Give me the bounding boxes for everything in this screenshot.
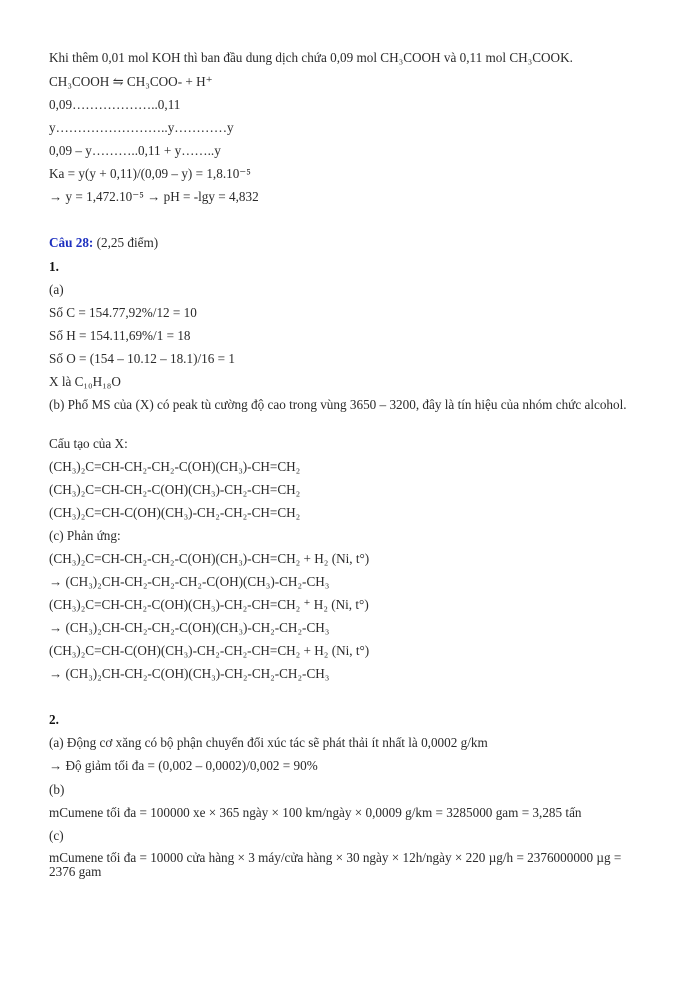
text-line: Số O = (154 – 10.12 – 18.1)/16 = 1 <box>49 351 235 366</box>
reaction-line: (CH₃)₂C=CH-CH₂-CH₂-C(OH)(CH₃)-CH=CH₂ + H₂ (Ni, t°) <box>49 551 370 566</box>
text-line: (b) <box>49 782 65 797</box>
text-line: Số C = 154.77,92%/12 = 10 <box>49 305 197 320</box>
equilibrium-equation: CH₃COOH ⇋ CH₃COO- + H⁺ <box>49 74 213 89</box>
question-points: (2,25 điểm) <box>93 235 159 250</box>
section-number: 2. <box>49 712 59 727</box>
text-line: (c) <box>49 828 64 843</box>
question-heading <box>49 235 158 250</box>
reaction-line: (CH₃)₂C=CH-C(OH)(CH₃)-CH₂-CH₂-CH=CH₂ + H₂ (Ni, t°) <box>49 643 370 658</box>
text-line: Khi thêm 0,01 mol KOH thì ban đầu dung dịch chứa 0,09 mol CH₃COOH và 0,11 mol CH₃COOK. <box>49 50 573 65</box>
ph-result: → y = 1,472.10⁻⁵ → pH = -lgy = 4,832 <box>49 189 259 204</box>
text-line: 0,09 – y………..0,11 + y……..y <box>49 143 221 158</box>
text-line: 0,09………………..0,11 <box>49 97 181 112</box>
reaction-line: → (CH₃)₂CH-CH₂-C(OH)(CH₃)-CH₂-CH₂-CH₂-CH₃ <box>49 666 330 681</box>
text-line: y……………………..y…………y <box>49 120 234 135</box>
text-paragraph: (b) Phổ MS của (X) có peak tù cường độ cao trong vùng 3650 – 3200, đây là tín hiệu của nhóm chức alcohol. <box>49 397 627 412</box>
text-line: Số H = 154.11,69%/1 = 18 <box>49 328 191 343</box>
text-line: Cấu tạo của X: <box>49 436 128 451</box>
reaction-line: (CH₃)₂C=CH-CH₂-C(OH)(CH₃)-CH₂-CH=CH₂ ⁺ H₂ (Ni, t°) <box>49 597 369 612</box>
ka-equation: Ka = y(y + 0,11)/(0,09 – y) = 1,8.10⁻⁵ <box>49 166 251 181</box>
text-paragraph: mCumene tối đa = 10000 cửa hàng × 3 máy/cửa hàng × 30 ngày × 12h/ngày × 220 µg/h = 2376000000 µg = 2376 gam <box>49 850 622 879</box>
text-line: X là C₁₀H₁₈O <box>49 374 121 389</box>
text-line: → Độ giảm tối đa = (0,002 – 0,0002)/0,002 = 90% <box>49 758 318 773</box>
structure-formula: (CH₃)₂C=CH-CH₂-CH₂-C(OH)(CH₃)-CH=CH₂ <box>49 459 301 474</box>
text-line: (a) Động cơ xăng có bộ phận chuyển đổi xúc tác sẽ phát thải ít nhất là 0,0002 g/km <box>49 735 488 750</box>
structure-formula: (CH₃)₂C=CH-CH₂-C(OH)(CH₃)-CH₂-CH=CH₂ <box>49 482 301 497</box>
section-number: 1. <box>49 259 59 274</box>
structure-formula: (CH₃)₂C=CH-C(OH)(CH₃)-CH₂-CH₂-CH=CH₂ <box>49 505 301 520</box>
text-line: mCumene tối đa = 100000 xe × 365 ngày × 100 km/ngày × 0,0009 g/km = 3285000 gam = 3,285 tấn <box>49 805 582 820</box>
reaction-line: → (CH₃)₂CH-CH₂-CH₂-C(OH)(CH₃)-CH₂-CH₂-CH₃ <box>49 620 330 635</box>
text-line: (a) <box>49 282 64 297</box>
text-line: (c) Phản ứng: <box>49 528 121 543</box>
reaction-line: → (CH₃)₂CH-CH₂-CH₂-CH₂-C(OH)(CH₃)-CH₂-CH₃ <box>49 574 330 589</box>
question-label: Câu 28: <box>49 235 94 250</box>
